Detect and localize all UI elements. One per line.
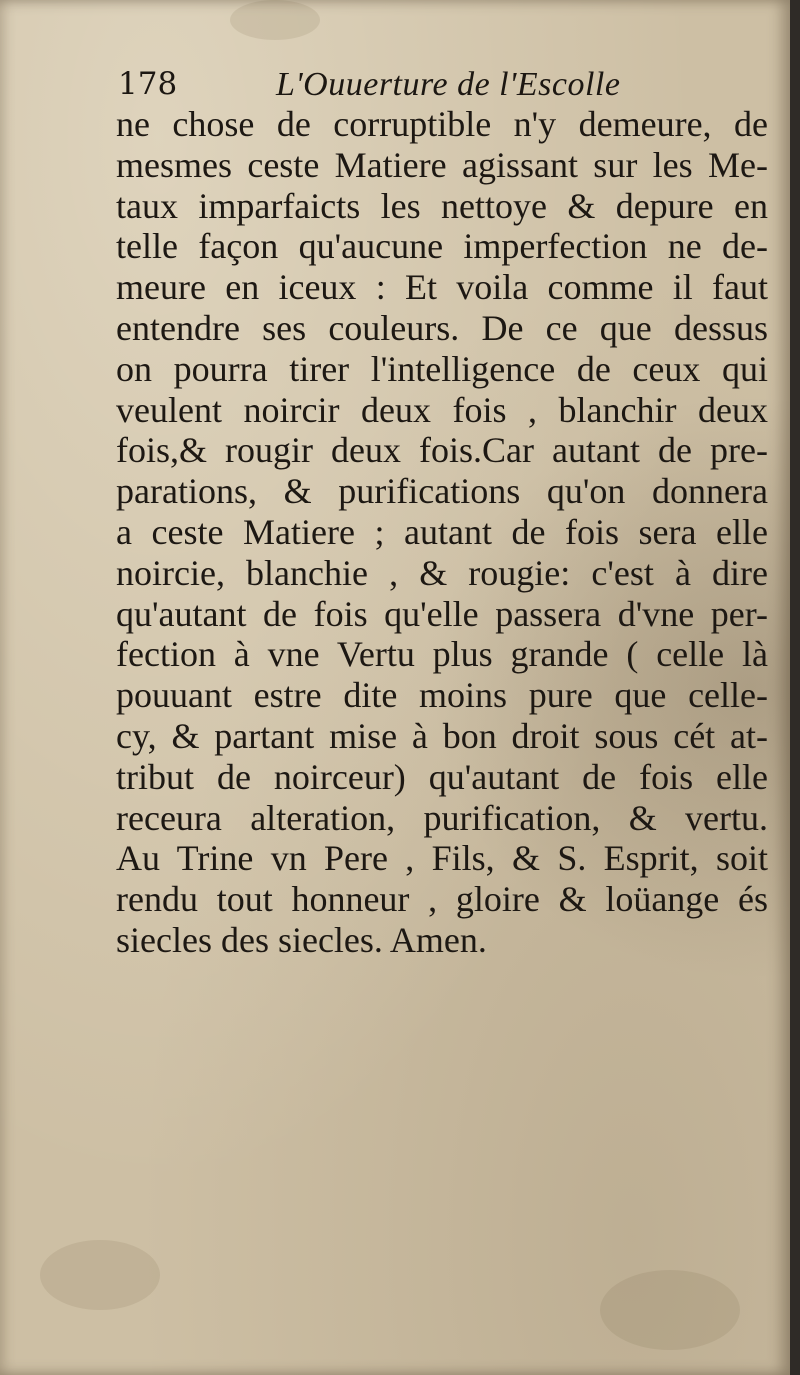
text-line: veulent noircir deux fois , blanchir deux — [116, 389, 768, 430]
text-line: pouuant estre dite moins pure que celle- — [116, 675, 768, 716]
text-line: rendu tout honneur , gloire & loüange és — [116, 879, 768, 920]
text-line: mesmes ceste Matiere agissant sur les Me- — [116, 144, 768, 185]
text-line: telle façon qu'aucune imperfection ne de- — [116, 226, 768, 267]
text-line: receura alteration, purification, & vertu. — [116, 797, 768, 838]
page-stain — [230, 0, 320, 40]
page-edge-shadow — [790, 0, 800, 1375]
text-line: fection à vne Vertu plus grande ( celle là — [116, 634, 768, 675]
text-line: qu'autant de fois qu'elle passera d'vne per- — [116, 593, 768, 634]
text-line: entendre ses couleurs. De ce que dessus — [116, 307, 768, 348]
text-line: taux imparfaicts les nettoye & depure en — [116, 185, 768, 226]
text-line: Au Trine vn Pere , Fils, & S. Esprit, soit — [116, 838, 768, 879]
text-line: tribut de noirceur) qu'autant de fois elle — [116, 756, 768, 797]
page-stain — [40, 1240, 160, 1310]
text-line: ne chose de corruptible n'y demeure, de — [116, 104, 768, 144]
text-line: a ceste Matiere ; autant de fois sera elle — [116, 511, 768, 552]
page-number: 178 — [118, 66, 178, 102]
running-title: L'Ouuerture de l'Escolle — [276, 66, 621, 103]
text-line: noircie, blanchie , & rougie: c'est à dire — [116, 552, 768, 593]
text-line: cy, & partant mise à bon droit sous cét at- — [116, 715, 768, 756]
text-line: siecles des siecles. Amen. — [116, 919, 487, 960]
text-line: parations, & purifications qu'on donnera — [116, 471, 768, 512]
text-line: on pourra tirer l'intelligence de ceux qui — [116, 348, 768, 389]
page-stain — [600, 1270, 740, 1350]
text-line: fois,& rougir deux fois.Car autant de pre- — [116, 430, 768, 471]
text-line: meure en iceux : Et voila comme il faut — [116, 267, 768, 308]
body-text — [116, 104, 776, 961]
